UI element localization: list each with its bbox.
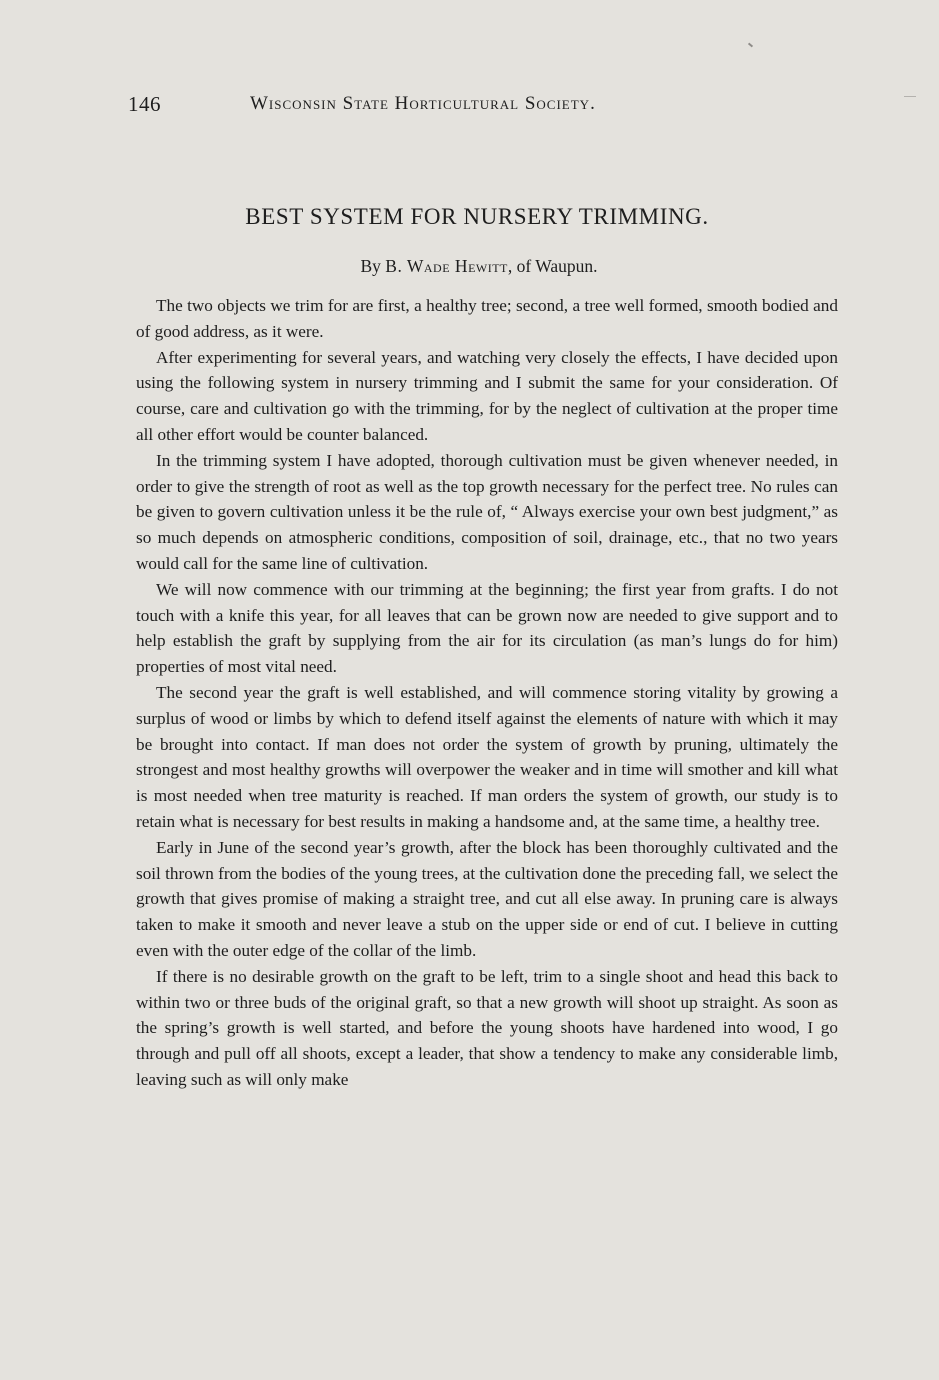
page-number: 146 bbox=[128, 92, 161, 116]
paragraph: After experimenting for several years, and watching very closely the effects, I have decided upon using the following system in nursery trimming and I submit the same for your consideration. Of course, care and cultivation go with the trimming, for by the neglect of cultivation at the proper time all other effort would be counter balanced. bbox=[136, 347, 838, 444]
paragraph: The two objects we trim for are first, a healthy tree; second, a tree well formed, smooth bodied and of good address, as it were. bbox=[136, 296, 838, 341]
paragraph: We will now commence with our trimming at the beginning; the first year from grafts. I do not touch with a knife this year, for all leaves that can be grown now are needed to give support and to help establish the graft by supplying from the air for its circulation (as man’s lungs do for him) properties of most vital need. bbox=[136, 579, 838, 677]
byline-suffix: , of Waupun. bbox=[507, 256, 598, 276]
byline-prefix: By bbox=[360, 256, 381, 276]
article-body bbox=[136, 293, 838, 1093]
journal-title: Wisconsin State Horticultural Society. bbox=[250, 93, 596, 114]
paragraph: The second year the graft is well established, and will commence storing vitality by growing a surplus of wood or limbs by which to defend itself against the elements of nature with which it may be brought into contact. If man does not order the system of growth by pruning, ultimately the strongest and most healthy growths will overpower the weaker and in time will smother and kill what is most needed when tree maturity is reached. If man orders the system of growth, our study is to retain what is necessary for best results in making a handsome and, at the same time, a healthy tree. bbox=[136, 682, 838, 831]
paragraph: In the trimming system I have adopted, thorough cultivation must be given whenever needed, in order to give the strength of root as well as the top growth necessary for the perfect tree. No rules can be given to govern cultivation unless it be the rule of, “ Always exercise your own best judgment,” as so much depends on atmospheric conditions, composition of soil, drainage, etc., that no two years would call for the same line of cultivation. bbox=[136, 450, 838, 573]
scan-speck bbox=[904, 96, 916, 97]
paragraph: If there is no desirable growth on the graft to be left, trim to a single shoot and head this back to within two or three buds of the original graft, so that a new growth will shoot up straight. As soon as the spring’s growth is well started, and before the young shoots have hardened into wood, I go through and pull off all shoots, except a leader, that show a tendency to make any considerable limb, leaving such as will only make bbox=[136, 966, 838, 1089]
article-title: BEST SYSTEM FOR NURSERY TRIMMING. bbox=[245, 204, 709, 229]
running-head bbox=[128, 92, 728, 122]
scan-speck bbox=[748, 43, 753, 48]
paragraph: Early in June of the second year’s growth, after the block has been thoroughly cultivated and the soil thrown from the bodies of the young trees, at the cultivation done the preceding fall, we select the growth that gives promise of making a straight tree, and cut all else away. In pruning care is always taken to make it smooth and never leave a stub on the upper side or end of cut. I believe in cutting even with the outer edge of the collar of the limb. bbox=[136, 837, 838, 960]
byline bbox=[0, 256, 939, 277]
author-name: B. Wade Hewitt bbox=[385, 256, 508, 276]
